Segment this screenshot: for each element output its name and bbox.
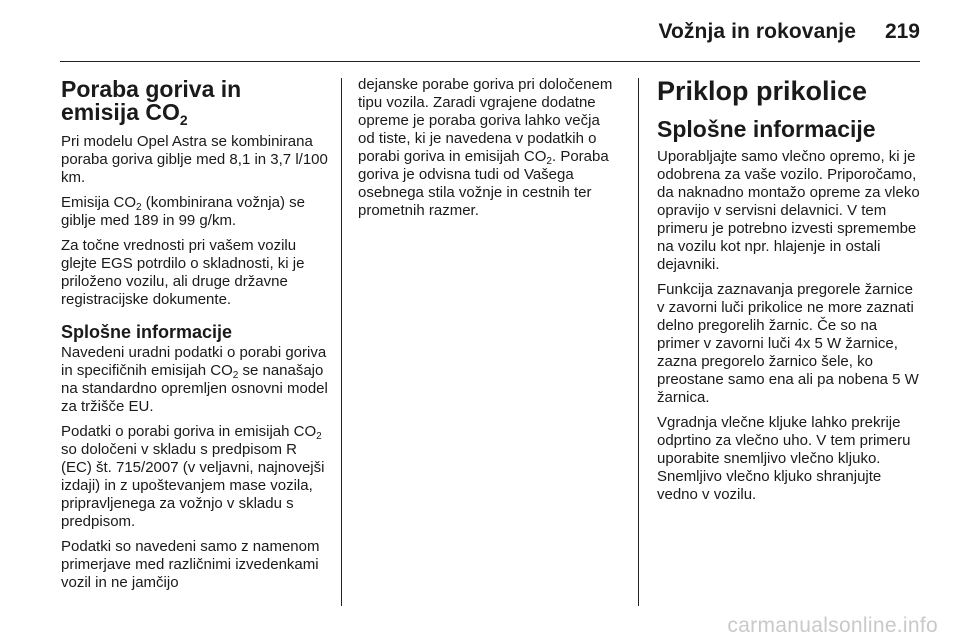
paragraph-comparison: Podatki so navedeni samo z namenom primerjave med različnimi izvedenkami vozil in ne jamčijo: [61, 538, 320, 591]
section-title: Vožnja in rokovanje: [658, 20, 856, 43]
column-1: [61, 76, 329, 599]
column-divider-2: [638, 78, 639, 606]
paragraph-towing-equipment: Uporabljajte samo vlečno opremo, ki je odobrena za vaše vozilo. Priporočamo, da naknadno montažo opreme za vleko opravijo v servisni delavnici. V tem primeru je potrebno izvesti spremembe na vozilu kot npr. hlajenje in ostali dejavniki.: [657, 148, 920, 273]
paragraph-coc-reference: Za točne vrednosti pri vašem vozilu glejte EGS potrdilo o skladnosti, ki je priloženo vozilu, ali druge državne registracijske dokumente.: [61, 237, 305, 308]
paragraph-bulb-detection: Funkcija zaznavanja pregorele žarnice v zavorni luči prikolice ne more zaznati delno pregorelih žarnic. Če so na primer v zavorni luči 4x 5 W žarnice, zazna pregorelo žarnico šele, ko preostane samo ena ali pa nobena 5 W žarnica.: [657, 281, 919, 406]
column-3: [657, 76, 921, 511]
column-2: [358, 76, 620, 227]
paragraph-tow-hook: Vgradnja vlečne kljuke lahko prekrije odprtino za vlečno uho. V tem primeru uporabite snemljivo vlečno kljuko. Snemljivo vlečno kljuko shranjujte vedno v vozilu.: [657, 414, 911, 503]
paragraph-actual-consumption: dejanske porabe goriva pri določenem tipu vozila. Zaradi vgrajene dodatne opreme je poraba goriva lahko večja od tiste, ki je navedena v podatkih o porabi goriva in emisijah $CO_2$. Poraba goriva je odvisna tudi od Vašega osebnega stila vožnje in cestnih ter prometnih razmer.: [358, 76, 613, 219]
header-divider: [60, 61, 920, 62]
paragraph-emission-range: Emisija $CO_2$ (kombinirana vožnja) se giblje med 189 in 99 g/km.: [61, 194, 305, 229]
page-header: [0, 0, 960, 58]
subheading-general-info-towing: Splošne informacije: [657, 116, 876, 142]
watermark-text: carmanualsonline.info: [727, 614, 938, 637]
heading-trailer-towing: Priklop prikolice: [657, 76, 868, 106]
column-divider-1: [341, 78, 342, 606]
paragraph-official-data: Navedeni uradni podatki o porabi goriva in specifičnih emisijah $CO_2$ se nanašajo na standardno opremljen osnovni model za tržišče EU.: [61, 344, 328, 415]
page-number: 219: [884, 20, 920, 43]
paragraph-regulation: Podatki o porabi goriva in emisijah $CO_2$ so določeni v skladu s predpisom R (EC) št. 715/2007 (v veljavni, najnovejši izdaji) in z upoštevanjem mase vozila, pripravljenega za vožnjo v skladu s predpisom.: [61, 423, 325, 530]
subheading-general-info: Splošne informacije: [61, 322, 233, 342]
paragraph-consumption-range: Pri modelu Opel Astra se kombinirana poraba goriva giblje med 8,1 in 3,7 l/100 km.: [61, 133, 328, 186]
heading-fuel-consumption: Poraba goriva in emisija $CO_2$: [61, 76, 242, 128]
